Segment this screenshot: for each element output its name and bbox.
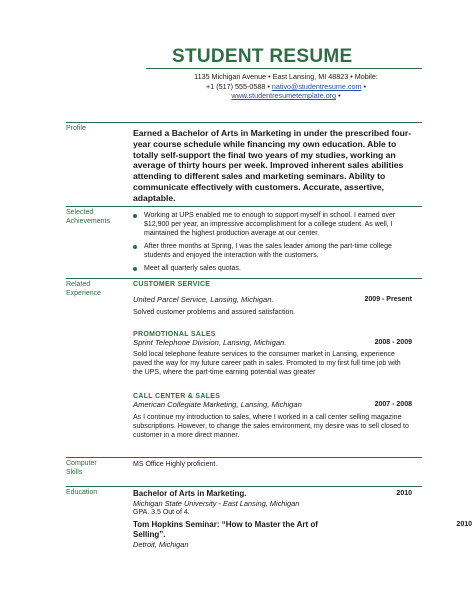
- degree-row: [133, 489, 412, 499]
- seminar-year: 2010: [456, 521, 472, 528]
- experience-divider: [66, 278, 422, 279]
- achievements-label: [66, 209, 126, 226]
- skills-text: MS Office Highly proficient.: [133, 461, 218, 468]
- job-entry: [133, 393, 412, 440]
- job-description: Sold local telephone feature services to the consumer market in Lansing, experience paved the way for my future career path in sales. Promoted to my first full time job with the UPS, where the part-time earning potential was greater: [133, 351, 401, 376]
- degree-year: 2010: [396, 490, 412, 497]
- job-description: Solved customer problems and assured satisfaction.: [133, 309, 296, 316]
- seminar-row: [133, 520, 472, 540]
- phone: +1 (517) 555-0588 •: [206, 81, 270, 91]
- achievement-text: After three months at Spring, I was the sales leader among the part-time college students and enjoyed the interaction with the customers.: [144, 243, 392, 259]
- website-line: [146, 91, 426, 101]
- achievement-item: [133, 242, 412, 260]
- education-entry: [133, 489, 412, 517]
- gpa-text: GPA. 3.5 Out of 4.: [133, 509, 190, 516]
- job-date: 2007 - 2008: [374, 401, 412, 408]
- experience-label: [66, 281, 126, 298]
- skills-label-line2: Skills: [66, 468, 83, 476]
- bullet-icon: [133, 267, 137, 271]
- achievement-item: [133, 211, 412, 238]
- skills-divider: [66, 457, 422, 458]
- seminar-title: Tom Hopkins Seminar: “How to Master the Art of Selling”.: [133, 520, 318, 539]
- skills-label-line1: Computer: [66, 460, 97, 467]
- job-heading: PROMOTIONAL SALES: [133, 331, 216, 338]
- achievement-text: Working at UPS enabled me to enough to support myself in school. I earned over $12,900 per year, an impressive accomplishment for a college student. As well, I maintained the highest production average at our center.: [144, 212, 396, 237]
- bullet-icon: [133, 214, 137, 218]
- website-link[interactable]: www.studentresumetemplate.org: [231, 91, 337, 101]
- job-date: 2009 - Present: [364, 296, 412, 303]
- achievements-label-line1: Selected: [66, 209, 94, 216]
- bullet-icon: [133, 245, 137, 249]
- education-label: Education: [66, 489, 98, 496]
- experience-label-line1: Related: [66, 281, 91, 288]
- achievements-divider: [66, 206, 422, 207]
- profile-label: Profile: [66, 125, 86, 132]
- website-separator: •: [338, 91, 341, 101]
- profile-divider: [66, 122, 422, 123]
- address-line: 1135 Michigan Avenue • East Lansing, MI 48823 • Mobile:: [194, 72, 378, 81]
- achievement-item: [133, 264, 412, 273]
- job-company: Sprint Telephone Division, Lansing, Michigan.: [133, 338, 287, 347]
- email-link[interactable]: nativo@studentresume.com: [271, 81, 362, 91]
- profile-text: Earned a Bachelor of Arts in Marketing in under the prescribed four-year course schedule while financing my own education. Able to totally self-support the final two years of my studies, working an average of thirty hours per week. Improved inherent sales abilities attending to different sales and marketing seminars. Ability to communicate effectively with customers. Accurate, assertive, adaptable.: [133, 128, 412, 203]
- job-heading: CUSTOMER SERVICE: [133, 281, 211, 288]
- resume-title: STUDENT RESUME: [172, 46, 353, 67]
- contact-block: [146, 72, 426, 101]
- seminar-location: Detroit, Michigan: [133, 540, 189, 549]
- phone-email-line: [146, 82, 426, 92]
- job-date: 2008 - 2009: [374, 339, 412, 346]
- job-entry: [133, 331, 412, 377]
- degree-title: Bachelor of Arts in Marketing.: [133, 489, 247, 498]
- job-entry: [133, 281, 412, 317]
- achievement-text: Meet all quarterly sales quotas.: [144, 265, 241, 272]
- skills-label: [66, 460, 126, 477]
- job-description: As I continue my introduction to sales, where I worked in a call center selling magazine subscriptions. However, to change the sales environment, my desire was to sell closed to customer in a more direct manner.: [133, 414, 409, 439]
- job-company-row: [133, 338, 412, 348]
- job-company-row: [133, 400, 412, 410]
- email-separator: •: [363, 81, 366, 91]
- achievements-label-line2: Achievements: [66, 217, 110, 225]
- header-divider: [146, 68, 422, 69]
- experience-label-line2: Experience: [66, 289, 102, 297]
- job-company-row: [133, 295, 412, 305]
- education-entry: [133, 520, 472, 549]
- job-company: United Parcel Service, Lansing, Michigan.: [133, 295, 274, 304]
- job-heading: CALL CENTER & SALES: [133, 393, 221, 400]
- education-divider: [66, 486, 422, 487]
- job-company: American Collegiate Marketing, Lansing, Michigan: [133, 400, 302, 409]
- achievements-list: [133, 211, 412, 277]
- school-name: Michigan State University - East Lansing, Michigan: [133, 499, 300, 508]
